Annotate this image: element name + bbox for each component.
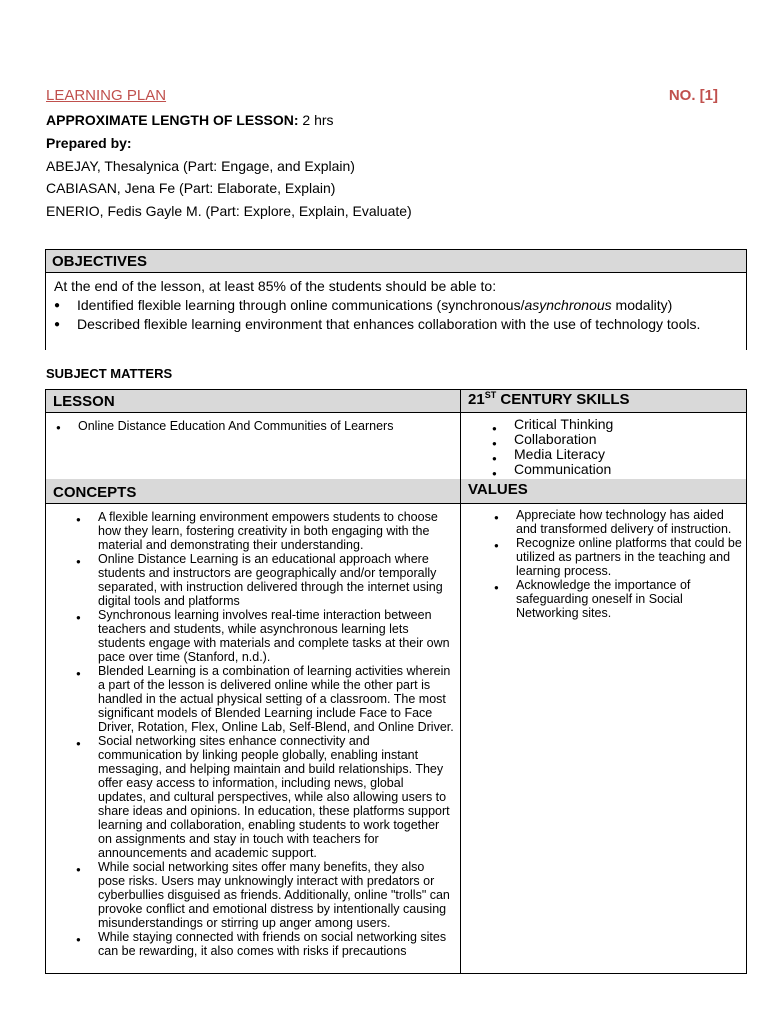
concept-item: ● Social networking sites enhance connectivity and communication by linking people globally, enabling instant messaging, and helping maintain and build relationships. They offer easy access to information, including news, global updates, and cultural perspectives, while also allowing users to share ideas and opinions. In education, these platforms support learning and collaboration, enabling students to work together on assignments and stay in touch with teachers for announcements and academic support.: [76, 734, 454, 860]
prepared-by-label: Prepared by:: [46, 135, 132, 151]
skills-heading-rest: CENTURY SKILLS: [496, 391, 630, 408]
preparer-2: CABIASAN, Jena Fe (Part: Elaborate, Explain): [46, 180, 336, 196]
plan-number: NO. [1]: [668, 87, 718, 104]
value-item: ● Acknowledge the importance of safeguarding oneself in Social Networking sites.: [494, 578, 744, 620]
skills-heading-sup: ST: [484, 390, 497, 400]
lesson-heading: LESSON: [53, 393, 115, 410]
skill-item: ● Media Literacy: [492, 447, 732, 462]
concept-item: ● A flexible learning environment empowers students to choose how they learn, fostering creativity in both engaging with the material and demonstrating their understanding.: [76, 510, 454, 552]
preparer-3: ENERIO, Fedis Gayle M. (Part: Explore, Explain, Evaluate): [46, 203, 412, 219]
objectives-body: [46, 273, 746, 334]
skill-item: ● Communication: [492, 462, 732, 477]
objective-item: [54, 296, 738, 315]
objectives-intro: At the end of the lesson, at least 85% of the students should be able to:: [54, 278, 497, 294]
objectives-table: [45, 249, 747, 350]
lesson-length-label: APPROXIMATE LENGTH OF LESSON:: [46, 112, 299, 128]
concept-item: ● While social networking sites offer many benefits, they also pose risks. Users may unknowingly interact with predators or cyberbullies disguised as friends. Additionally, online "trolls" can provoke conflict and emotional distress by intentionally causing misunderstandings or stirring up anger among users.: [76, 860, 454, 930]
concept-item: ● Blended Learning is a combination of learning activities wherein a part of the lesson is delivered online while the other part is handled in the actual physical setting of a classroom. The most significant models of Blended Learning include Face to Face Driver, Rotation, Flex, Online Lab, Self-Blend, and Online Driver.: [76, 664, 454, 734]
concept-item: ● Online Distance Learning is an educational approach where students and instructors are geographically and/or temporally separated, with instruction delivered through the internet using digital tools and platforms: [76, 552, 454, 608]
concepts-heading: CONCEPTS: [53, 484, 137, 501]
lesson-length: [46, 112, 334, 128]
lesson-length-value: 2 hrs: [298, 112, 334, 128]
column-divider: [460, 390, 461, 973]
divider: [46, 412, 746, 413]
lesson-list: [54, 419, 454, 433]
subject-matters-heading: SUBJECT MATTERS: [46, 366, 173, 381]
values-heading: VALUES: [468, 481, 528, 498]
concept-item: ● Synchronous learning involves real-time interaction between teachers and students, while asynchronous learning lets students engage with materials and complete tasks at their own pace over time (Stanford, n.d.).: [76, 608, 454, 664]
skill-item: ● Collaboration: [492, 432, 732, 447]
divider: [46, 503, 746, 504]
objective-1-end: modality): [611, 297, 673, 313]
skills-heading-num: 21: [468, 391, 485, 408]
values-list: [494, 508, 744, 620]
skill-item: ● Critical Thinking: [492, 417, 732, 432]
objective-item: ● Described flexible learning environment that enhances collaboration with the use of technology tools.: [54, 315, 738, 334]
concept-item: ● While staying connected with friends on social networking sites can be rewarding, it also comes with risks if precautions: [76, 930, 454, 958]
lesson-item: ● Online Distance Education And Communities of Learners: [54, 419, 454, 433]
value-item: ● Appreciate how technology has aided and transformed delivery of instruction.: [494, 508, 744, 536]
page-title: LEARNING PLAN: [46, 87, 167, 104]
objectives-heading: OBJECTIVES: [46, 250, 746, 273]
header-band: [46, 390, 746, 412]
skills-heading: [468, 390, 630, 408]
header-row: [46, 87, 718, 107]
value-item: ● Recognize online platforms that could be utilized as partners in the teaching and learning process.: [494, 536, 744, 578]
objective-1-text: Identified flexible learning through online communications (synchronous/: [77, 297, 525, 313]
objectives-list: [54, 296, 738, 334]
concepts-list: [76, 510, 454, 958]
preparer-1: ABEJAY, Thesalynica (Part: Engage, and Explain): [46, 158, 355, 174]
skills-list: [492, 417, 732, 477]
subject-matters-table: [45, 389, 747, 974]
header-band: [46, 479, 746, 503]
objective-1-italic: asynchronous: [524, 297, 612, 313]
